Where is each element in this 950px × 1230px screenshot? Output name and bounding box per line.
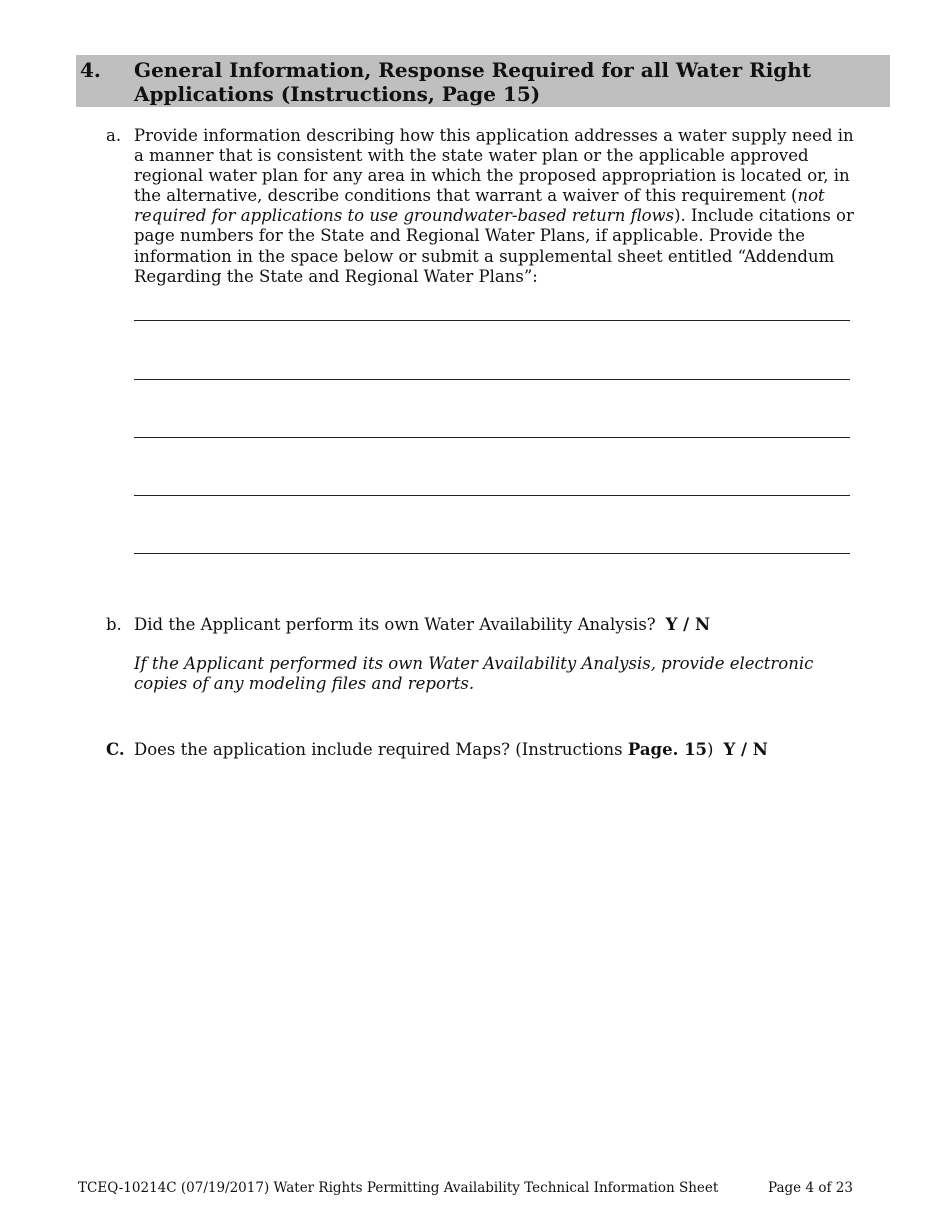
item-c-marker: C. bbox=[106, 740, 125, 759]
section-header bbox=[76, 55, 890, 107]
item-b-question: Did the Applicant perform its own Water Availability Analysis? bbox=[134, 615, 656, 634]
item-b-yes-no[interactable]: Y / N bbox=[665, 615, 711, 634]
item-c-page-ref: Page. 15 bbox=[627, 740, 708, 759]
item-a-text-part1: Provide information describing how this application addresses a water supply need in a manner that is consistent with the state water plan or the applicable approved regional water plan for any area in which the proposed appropriation is located or, in the alternative, describe conditions that warrant a waiver of this requirement ( bbox=[134, 126, 854, 206]
section-number: 4. bbox=[80, 58, 101, 82]
item-a-italic-text: not required for applications to use groundwater-based return flows bbox=[134, 186, 825, 226]
answer-line-4[interactable] bbox=[134, 495, 850, 496]
footer-form-info: TCEQ-10214C (07/19/2017) Water Rights Permitting Availability Technical Information Sheet bbox=[78, 1180, 719, 1196]
answer-line-3[interactable] bbox=[134, 437, 850, 438]
item-a-marker: a. bbox=[106, 126, 122, 145]
item-b-note: If the Applicant performed its own Water Availability Analysis, provide electronic copies of any modeling files and reports. bbox=[134, 654, 814, 694]
item-b-marker: b. bbox=[106, 615, 122, 634]
item-c-close-paren: ) bbox=[707, 740, 714, 759]
item-a-text-part2: ). Include citations or page numbers for the State and Regional Water Plans, if applicable. Provide the information in the space below or submit a supplemental sheet entitled “Addendum Regarding the State and Regional Water Plans”: bbox=[134, 206, 854, 286]
item-c-question: Does the application include required Maps? (Instructions bbox=[134, 740, 623, 759]
answer-line-1[interactable] bbox=[134, 320, 850, 321]
item-c-yes-no[interactable]: Y / N bbox=[723, 740, 768, 759]
answer-line-2[interactable] bbox=[134, 379, 850, 380]
section-title: General Information, Response Required for all Water Right Applications (Instructions, Page 15) bbox=[134, 58, 812, 106]
item-b-question-row bbox=[134, 615, 856, 635]
item-a-text bbox=[134, 126, 856, 287]
item-c-question-row bbox=[134, 740, 856, 760]
footer-page-number: Page 4 of 23 bbox=[768, 1180, 853, 1196]
answer-line-5[interactable] bbox=[134, 553, 850, 554]
